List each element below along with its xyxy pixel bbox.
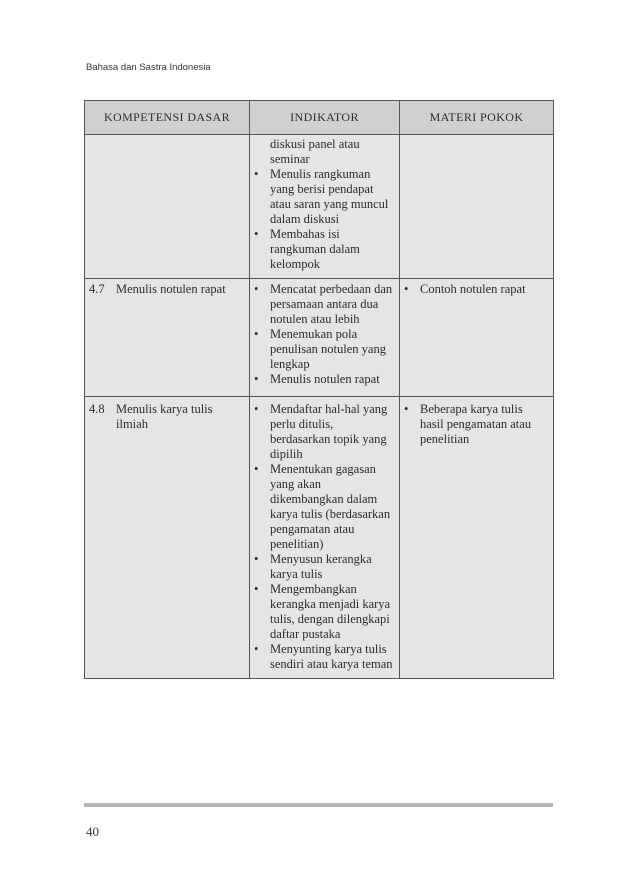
footer-rule bbox=[84, 803, 553, 807]
kd-text: Menulis notulen rapat bbox=[116, 282, 226, 296]
materi-cell bbox=[400, 135, 554, 279]
indikator-text: Menyunting karya tulis sendiri atau karya teman bbox=[270, 642, 393, 671]
indikator-continuation: diskusi panel atau seminar bbox=[270, 137, 360, 166]
bullet-icon: • bbox=[254, 552, 259, 566]
indikator-item bbox=[254, 282, 395, 327]
kd-cell bbox=[85, 397, 250, 679]
indikator-text: Mengembangkan kerangka menjadi karya tulis, dengan dilengkapi daftar pustaka bbox=[270, 582, 391, 641]
indikator-item bbox=[254, 372, 395, 387]
table-header-row bbox=[85, 101, 554, 135]
indikator-text: Menentukan gagasan yang akan dikembangkan dalam karya tulis (berdasarkan pengamatan atau penelitian) bbox=[270, 462, 391, 551]
bullet-icon: • bbox=[254, 167, 259, 181]
header-kompetensi-dasar: KOMPETENSI DASAR bbox=[85, 101, 250, 135]
indikator-item bbox=[254, 582, 395, 642]
header-materi-pokok: MATERI POKOK bbox=[400, 101, 554, 135]
table-row bbox=[85, 135, 554, 279]
table-row bbox=[85, 397, 554, 679]
indikator-text: Membahas isi rangkuman dalam kelompok bbox=[270, 227, 360, 271]
bullet-icon: • bbox=[254, 402, 259, 416]
indikator-item bbox=[254, 402, 395, 462]
indikator-item bbox=[254, 462, 395, 552]
bullet-icon: • bbox=[254, 372, 259, 386]
page-number: 40 bbox=[86, 824, 99, 839]
indikator-item bbox=[254, 642, 395, 672]
materi-text: Contoh notulen rapat bbox=[420, 282, 526, 296]
materi-cell bbox=[400, 279, 554, 397]
running-head: Bahasa dan Sastra Indonesia bbox=[86, 62, 211, 73]
bullet-icon: • bbox=[254, 462, 259, 476]
indikator-text: Mencatat perbedaan dan persamaan antara dua notulen atau lebih bbox=[270, 282, 393, 326]
indikator-item bbox=[254, 167, 395, 227]
bullet-icon: • bbox=[254, 327, 259, 341]
indikator-text: Mendaftar hal-hal yang perlu ditulis, berdasarkan topik yang dipilih bbox=[270, 402, 388, 461]
materi-item bbox=[404, 402, 549, 447]
indikator-cell bbox=[250, 135, 400, 279]
bullet-icon: • bbox=[254, 227, 259, 241]
kd-number: 4.7 bbox=[89, 282, 105, 296]
indikator-text: Menemukan pola penulisan notulen yang lengkap bbox=[270, 327, 386, 371]
materi-text: Beberapa karya tulis hasil pengamatan atau penelitian bbox=[420, 402, 532, 446]
header-indikator: INDIKATOR bbox=[250, 101, 400, 135]
indikator-item bbox=[254, 327, 395, 372]
bullet-icon: • bbox=[404, 402, 409, 416]
bullet-icon: • bbox=[254, 642, 259, 656]
indikator-text: Menulis notulen rapat bbox=[270, 372, 380, 386]
kd-number: 4.8 bbox=[89, 402, 105, 416]
competency-table bbox=[84, 100, 554, 679]
indikator-cell bbox=[250, 279, 400, 397]
indikator-text: Menulis rangkuman yang berisi pendapat atau saran yang muncul dalam diskusi bbox=[270, 167, 389, 226]
materi-cell bbox=[400, 397, 554, 679]
table-row bbox=[85, 279, 554, 397]
bullet-icon: • bbox=[254, 582, 259, 596]
indikator-text: Menyusun kerangka karya tulis bbox=[270, 552, 372, 581]
kd-text: Menulis karya tulis ilmiah bbox=[116, 402, 213, 431]
materi-item bbox=[404, 282, 549, 297]
indikator-cell bbox=[250, 397, 400, 679]
bullet-icon: • bbox=[404, 282, 409, 296]
bullet-icon: • bbox=[254, 282, 259, 296]
indikator-item bbox=[254, 227, 395, 272]
kd-cell bbox=[85, 135, 250, 279]
indikator-item bbox=[254, 552, 395, 582]
kd-cell bbox=[85, 279, 250, 397]
